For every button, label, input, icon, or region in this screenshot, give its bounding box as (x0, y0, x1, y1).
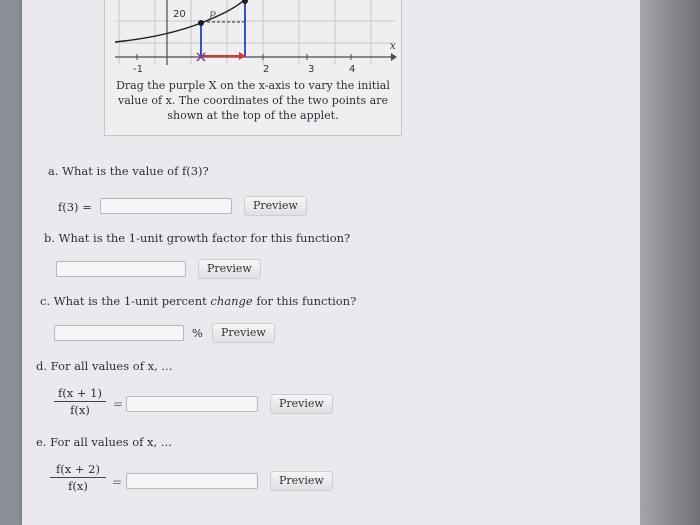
question-a-lhs: f(3) = (58, 200, 92, 214)
percent-unit: % (192, 326, 203, 340)
page (22, 0, 640, 525)
fraction-e-denominator: f(x) (68, 479, 88, 493)
question-c-prompt-post: for this function? (252, 294, 357, 308)
x-tick-label: 4 (349, 64, 356, 75)
caption-line: shown at the top of the applet. (167, 109, 339, 122)
point-label: P (209, 11, 216, 22)
applet-caption (105, 78, 401, 123)
equals-sign-e: = (112, 475, 123, 489)
answer-d-input[interactable] (126, 396, 258, 412)
applet-graph[interactable] (105, 0, 401, 77)
question-d-prompt: d. For all values of x, ... (36, 359, 173, 373)
question-c-prompt-emphasis: change (210, 294, 253, 308)
answer-c-input[interactable] (54, 325, 184, 341)
curve-point (198, 20, 204, 26)
caption-line: Drag the purple X on the x-axis to vary the initial (116, 79, 390, 92)
answer-b-input[interactable] (56, 261, 186, 277)
fraction-d-denominator: f(x) (70, 403, 90, 417)
fraction-d (54, 386, 106, 417)
preview-e-button[interactable]: Preview (270, 471, 333, 491)
screen-edge (640, 0, 700, 525)
fraction-e (50, 462, 106, 493)
answer-a-input[interactable] (100, 198, 232, 214)
question-e-prompt: e. For all values of x, ... (36, 435, 172, 449)
applet-panel (104, 0, 402, 136)
y-tick-label: 20 (173, 9, 186, 20)
curve-point-upper (242, 0, 248, 4)
answer-e-input[interactable] (126, 473, 258, 489)
equals-sign-d: = (113, 397, 124, 411)
fraction-d-numerator: f(x + 1) (58, 386, 102, 400)
x-tick-label: 2 (263, 64, 270, 75)
question-c-prompt-pre: c. What is the 1-unit percent (40, 294, 211, 308)
caption-line: value of x. The coordinates of the two points are (118, 94, 388, 107)
question-b-prompt: b. What is the 1-unit growth factor for this function? (44, 231, 351, 245)
question-a-prompt: a. What is the value of f(3)? (48, 164, 209, 178)
fraction-e-numerator: f(x + 2) (56, 462, 100, 476)
preview-d-button[interactable]: Preview (270, 394, 333, 414)
preview-a-button[interactable]: Preview (244, 196, 307, 216)
question-c-prompt (40, 294, 356, 308)
x-axis-arrow-icon (391, 53, 397, 61)
preview-c-button[interactable]: Preview (212, 323, 275, 343)
x-tick-label: -1 (133, 64, 143, 75)
preview-b-button[interactable]: Preview (198, 259, 261, 279)
x-axis-label: x (390, 41, 396, 52)
x-tick-label: 3 (308, 64, 315, 75)
